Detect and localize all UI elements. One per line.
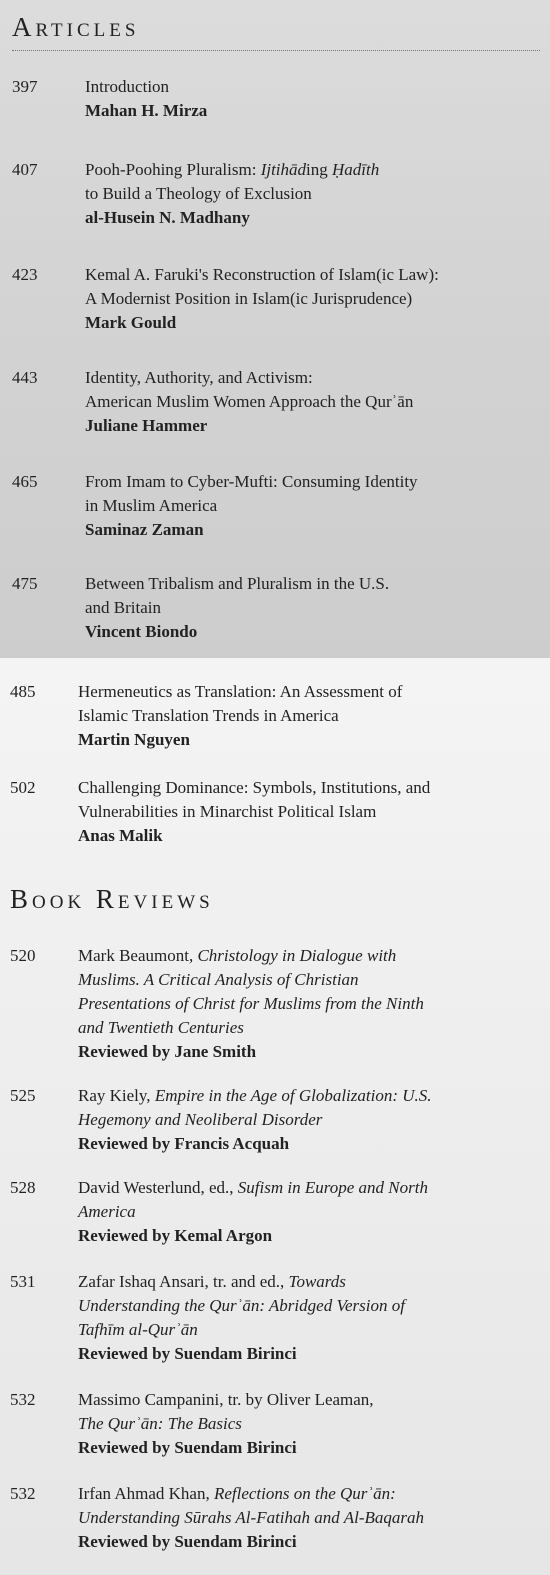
book-title: Tafhīm al-Qurʾān	[78, 1320, 198, 1339]
review-text	[78, 1388, 374, 1460]
articles-page-section	[0, 0, 550, 658]
entry-title-line: Introduction	[85, 77, 170, 96]
entry-author: Mahan H. Mirza	[85, 101, 208, 120]
entry-title-line: Between Tribalism and Pluralism in the U.S.	[85, 574, 390, 593]
book-title: Christology in Dialogue with	[197, 946, 397, 965]
review-citation-line	[78, 1270, 405, 1294]
review-page-number: 532	[10, 1484, 36, 1503]
entry-page-number: 465	[12, 472, 38, 491]
review-page-number: 528	[10, 1178, 36, 1197]
entry-title-line: Islamic Translation Trends in America	[78, 706, 339, 725]
review-citation-line	[78, 1388, 374, 1412]
review-text	[78, 1270, 405, 1366]
reviewer-name: Reviewed by Jane Smith	[78, 1042, 257, 1061]
entry-page-number: 485	[10, 682, 36, 701]
review-page-number: 525	[10, 1086, 36, 1105]
entry-title-line: Vulnerabilities in Minarchist Political Islam	[78, 802, 377, 821]
review-citation-line	[78, 1108, 432, 1132]
review-page-number: 532	[10, 1390, 36, 1409]
entry-text	[78, 680, 402, 752]
entry-title-line: A Modernist Position in Islam(ic Jurisprudence)	[85, 289, 413, 308]
entry-text	[78, 776, 430, 848]
entry-page-number: 443	[12, 368, 38, 387]
review-citation-line	[78, 1294, 405, 1318]
entry-page-number: 423	[12, 265, 38, 284]
review-page-number: 520	[10, 946, 36, 965]
articles-heading-rule	[12, 50, 540, 51]
entry-title-line: Challenging Dominance: Symbols, Institutions, and	[78, 778, 431, 797]
book-title: Understanding the Qurʾān: Abridged Version of	[78, 1296, 405, 1315]
reviewer-name: Reviewed by Kemal Argon	[78, 1226, 273, 1245]
entry-author: Saminaz Zaman	[85, 520, 204, 539]
book-title: Sufism in Europe and North	[237, 1178, 428, 1197]
review-page-number: 531	[10, 1272, 36, 1291]
review-citation-line	[78, 1200, 428, 1224]
book-title: America	[78, 1202, 136, 1221]
entry-title-line: Hermeneutics as Translation: An Assessment of	[78, 682, 403, 701]
book-author: Mark Beaumont,	[78, 946, 198, 965]
entry-text	[85, 75, 207, 123]
review-text	[78, 1482, 424, 1554]
entry-text	[85, 470, 418, 542]
entry-title-line: to Build a Theology of Exclusion	[85, 184, 312, 203]
review-citation-line	[78, 1506, 424, 1530]
entry-page-number: 502	[10, 778, 36, 797]
book-title: Reflections on the Qurʾān:	[213, 1484, 396, 1503]
review-text	[78, 944, 424, 1064]
title-segment: Ijtihād	[260, 160, 307, 179]
entry-author: al-Husein N. Madhany	[85, 208, 250, 227]
review-citation-line	[78, 1482, 424, 1506]
book-author: Irfan Ahmad Khan,	[78, 1484, 214, 1503]
reviewer-name: Reviewed by Suendam Birinci	[78, 1438, 297, 1457]
entry-author: Juliane Hammer	[85, 416, 208, 435]
book-author: Zafar Ishaq Ansari, tr. and ed.,	[78, 1272, 289, 1291]
reviewer-name: Reviewed by Suendam Birinci	[78, 1344, 297, 1363]
entry-title-line: American Muslim Women Approach the Qurʾān	[85, 392, 414, 411]
entry-author: Martin Nguyen	[78, 730, 190, 749]
title-segment: ing	[306, 160, 333, 179]
reviewer-name: Reviewed by Francis Acquah	[78, 1134, 290, 1153]
review-citation-line	[78, 1084, 432, 1108]
entry-title-line: and Britain	[85, 598, 162, 617]
entry-title-line: Identity, Authority, and Activism:	[85, 368, 313, 387]
title-segment: Pooh-Poohing Pluralism:	[85, 160, 261, 179]
entry-title-line: Kemal A. Faruki's Reconstruction of Islam(ic Law):	[85, 265, 439, 284]
review-citation-line	[78, 968, 424, 992]
book-title: Hegemony and Neoliberal Disorder	[78, 1110, 323, 1129]
review-citation-line	[78, 1318, 405, 1342]
articles-heading: Articles	[12, 12, 140, 42]
entry-page-number: 397	[12, 77, 38, 96]
entry-author: Anas Malik	[78, 826, 163, 845]
entry-page-number: 475	[12, 574, 38, 593]
review-citation-line	[78, 1412, 374, 1436]
book-title: Muslims. A Critical Analysis of Christian	[78, 970, 359, 989]
review-text	[78, 1084, 432, 1156]
book-title: Understanding Sūrahs Al-Fatihah and Al-Baqarah	[78, 1508, 424, 1527]
entry-title-line	[85, 158, 379, 182]
book-title: Empire in the Age of Globalization: U.S.	[154, 1086, 432, 1105]
book-author: David Westerlund, ed.,	[78, 1178, 238, 1197]
reviewer-name: Reviewed by Suendam Birinci	[78, 1532, 297, 1551]
title-segment: Ḥadīth	[332, 160, 380, 179]
entry-text	[85, 158, 379, 230]
entry-title-line: in Muslim America	[85, 496, 218, 515]
entry-title-line: From Imam to Cyber-Mufti: Consuming Identity	[85, 472, 418, 491]
entry-page-number: 407	[12, 160, 38, 179]
review-citation-line	[78, 992, 424, 1016]
book-reviews-heading: Book Reviews	[10, 884, 214, 914]
review-citation-line	[78, 1176, 428, 1200]
book-author: Ray Kiely,	[78, 1086, 155, 1105]
entry-author: Vincent Biondo	[85, 622, 198, 641]
review-citation-line	[78, 944, 424, 968]
articles-and-reviews-page-section	[0, 658, 550, 1575]
book-author: Massimo Campanini, tr. by Oliver Leaman,	[78, 1390, 374, 1409]
entry-text	[85, 263, 439, 335]
review-text	[78, 1176, 428, 1248]
review-citation-line	[78, 1016, 424, 1040]
book-title: The Qurʾān: The Basics	[78, 1414, 242, 1433]
entry-author: Mark Gould	[85, 313, 177, 332]
book-title: Presentations of Christ for Muslims from the Ninth	[78, 994, 424, 1013]
book-title: and Twentieth Centuries	[78, 1018, 244, 1037]
entry-text	[85, 366, 413, 438]
entry-text	[85, 572, 389, 644]
book-title: Towards	[288, 1272, 346, 1291]
